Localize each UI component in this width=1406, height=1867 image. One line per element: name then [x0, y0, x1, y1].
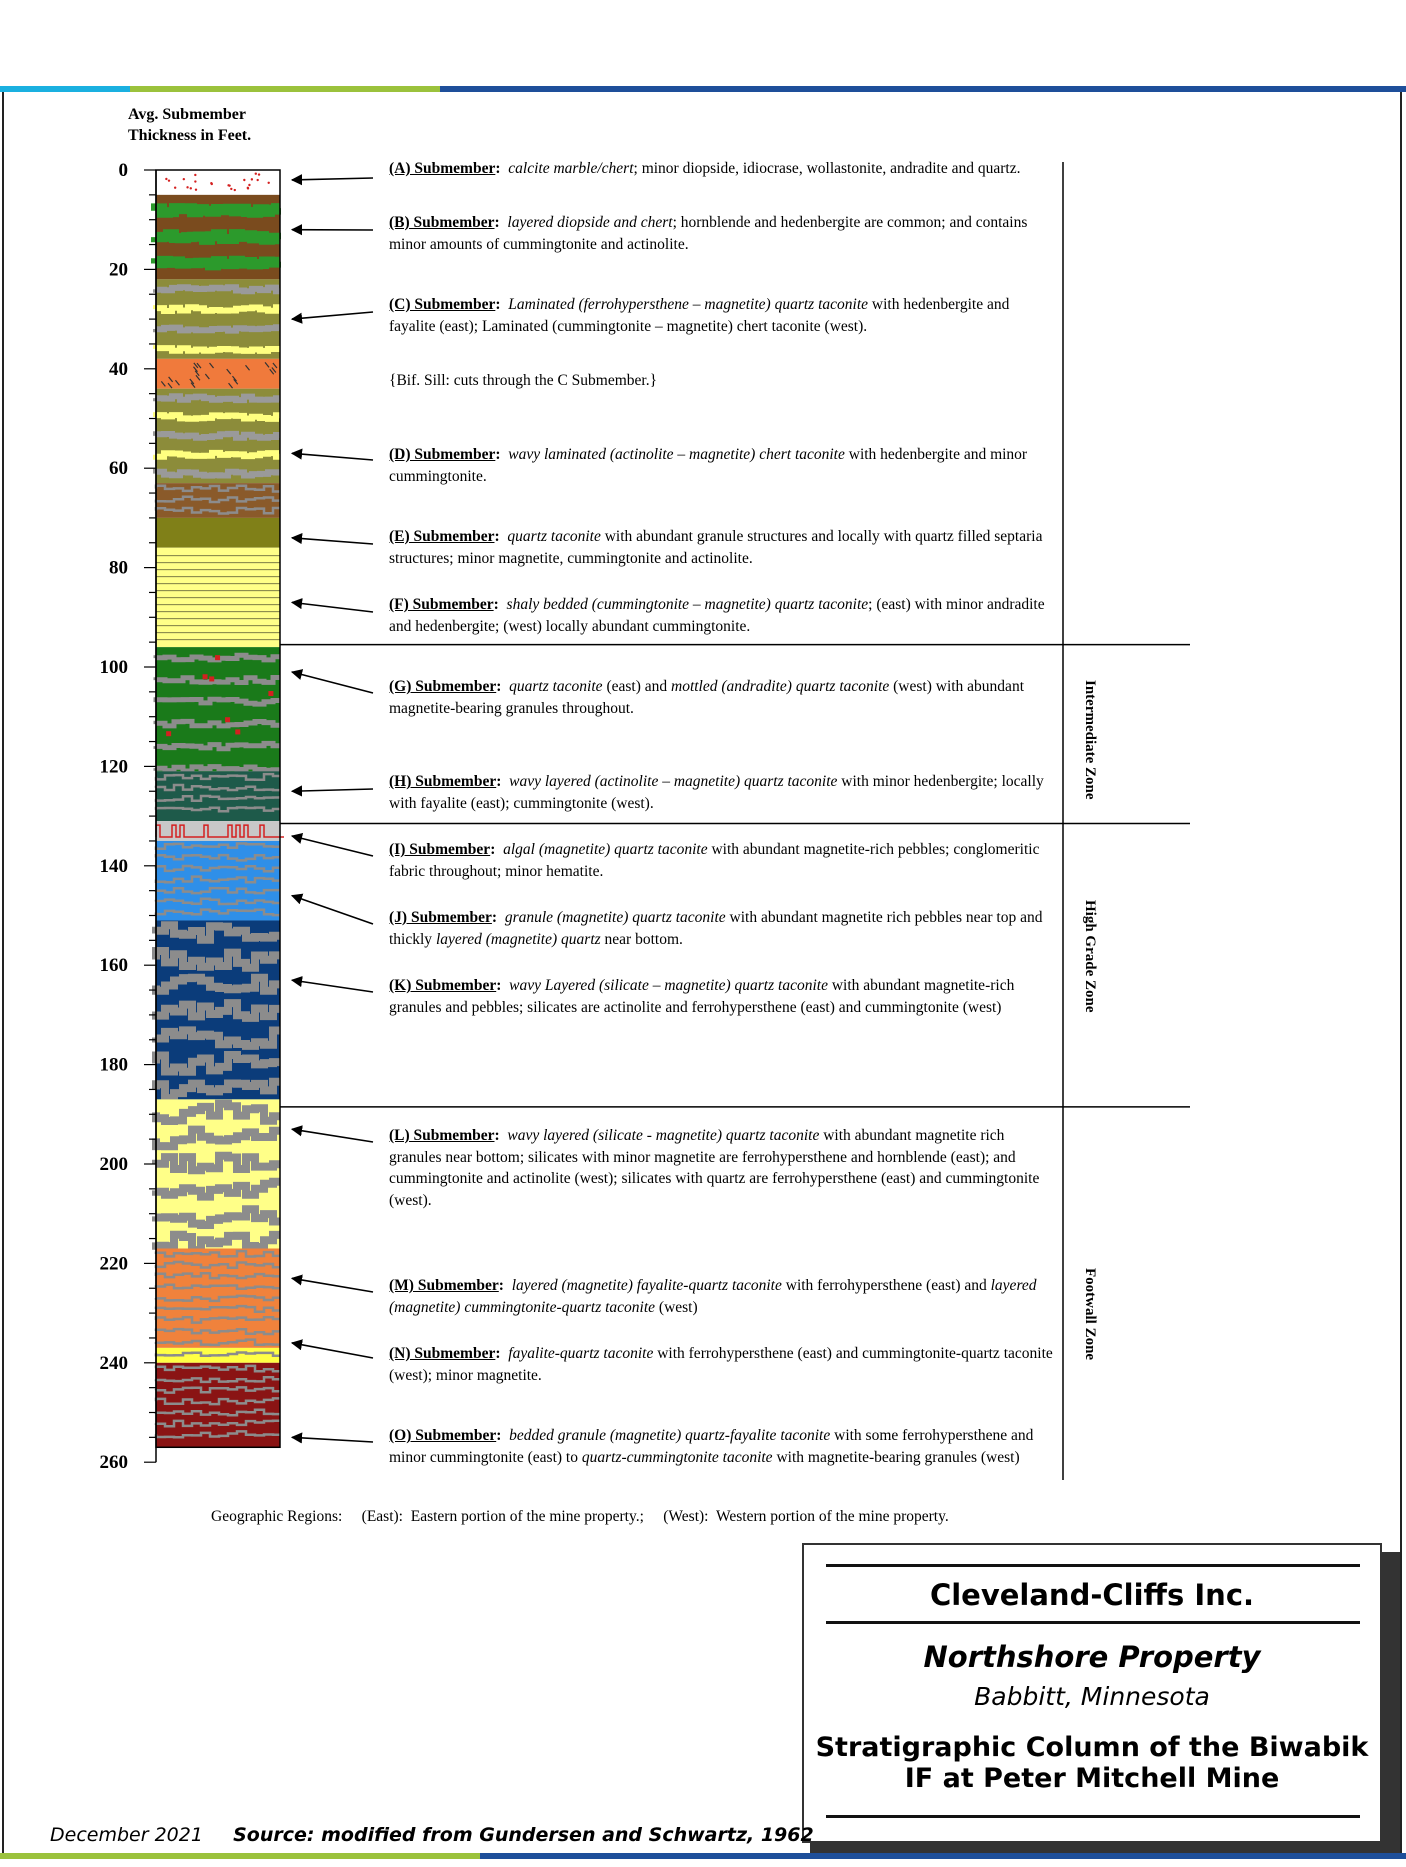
desc-I: (I) Submember: algal (magnetite) quartz taconite with abundant magnetite-rich pebbles; conglomeritic fabric throughout; minor hematite. — [389, 841, 1040, 880]
layer-E — [156, 518, 280, 548]
desc-segment: shaly bedded (cummingtonite – magnetite) quartz taconite — [506, 596, 869, 613]
y-tick-label: 140 — [99, 855, 128, 877]
desc-J: (J) Submember: granule (magnetite) quartz taconite with abundant magnetite rich pebbles near top and thickly layered (magnetite) quartz near bottom. — [389, 909, 1043, 948]
desc-B-title: (B) Submember — [389, 214, 495, 231]
figure-title-line1: Stratigraphic Column of the Biwabik — [815, 1732, 1369, 1763]
zone-label-footwall: Footwall Zone — [1082, 1268, 1098, 1361]
y-tick-label: 180 — [99, 1054, 128, 1076]
layer-band — [156, 234, 280, 240]
desc-B: (B) Submember: layered diopside and chert; hornblende and hedenbergite are common; and contains minor amounts of cummingtonite and actinolite. — [389, 214, 1028, 253]
title-box — [802, 1543, 1382, 1843]
zone-label-high-grade: High Grade Zone — [1082, 900, 1098, 1013]
desc-segment: wavy layered (actinolite – magnetite) quartz taconite — [509, 773, 838, 790]
desc-segment: quartz taconite — [509, 678, 603, 695]
layer-dot — [174, 187, 176, 189]
layer-band — [156, 208, 280, 213]
desc-J-title: (J) Submember — [389, 909, 492, 926]
layer-band — [156, 472, 280, 476]
layer-dot — [203, 674, 208, 679]
figure-title-line2: IF at Peter Mitchell Mine — [904, 1763, 1280, 1794]
y-tick-label: 80 — [109, 557, 128, 579]
desc-segment: (west) — [655, 1298, 698, 1316]
desc-segment: calcite marble/chert — [508, 160, 634, 177]
title-box-rule-bottom — [826, 1815, 1360, 1818]
arrow-pointer — [292, 453, 373, 460]
desc-segment: with some ferrohypersthene and minor cummingtonite (east) to — [389, 1427, 1034, 1466]
layer-dot — [186, 186, 188, 188]
desc-H-title: (H) Submember — [389, 773, 497, 790]
desc-D: (D) Submember: wavy laminated (actinolite – magnetite) chert taconite with hedenbergite and minor cummingtonite. — [389, 446, 1028, 485]
desc-segment: wavy laminated (actinolite – magnetite) chert taconite — [508, 446, 845, 463]
desc-E-title: (E) Submember — [389, 528, 495, 545]
bottom-accent-bar — [0, 1853, 1406, 1859]
desc-M-title: (M) Submember — [389, 1277, 499, 1294]
desc-K-title: (K) Submember — [389, 977, 497, 994]
desc-G-title: (G) Submember — [389, 678, 497, 695]
desc-segment: quartz taconite — [507, 528, 601, 545]
desc-N-title: (N) Submember — [389, 1345, 496, 1362]
layer-dot — [268, 691, 273, 696]
desc-C-title: (C) Submember — [389, 296, 496, 313]
footer — [50, 1824, 814, 1846]
layer-dot — [235, 729, 240, 734]
layer-dot — [165, 178, 167, 180]
arrow-pointer — [292, 538, 373, 544]
desc-E: (E) Submember: quartz taconite with abundant granule structures and locally with quartz filled septaria structures; minor magnetite, cummingtonite and actinolite. — [389, 528, 1043, 567]
y-tick-label: 20 — [109, 259, 128, 281]
layer-dot — [168, 179, 170, 181]
layer-dot — [268, 182, 270, 184]
desc-segment: wavy layered (silicate - magnetite) quartz taconite — [507, 1127, 820, 1144]
desc-N: (N) Submember: fayalite-quartz taconite with ferrohypersthene (east) and cummingtonite-quartz taconite (west); minor magnetite. — [389, 1345, 1053, 1384]
geographic-regions-note: Geographic Regions: (East): Eastern portion of the mine property.; (West): Western portion of the mine property. — [211, 1508, 949, 1525]
desc-A: (A) Submember: calcite marble/chert; minor diopside, idiocrase, wollastonite, andradite and quartz. — [389, 160, 1021, 177]
desc-I-title: (I) Submember — [389, 841, 491, 858]
y-tick-label: 100 — [99, 657, 128, 678]
title-box-rule-mid — [826, 1621, 1360, 1624]
desc-H: (H) Submember: wavy layered (actinolite – magnetite) quartz taconite with minor hedenbergite; locally with fayalite (east); cummingtonite (west). — [389, 773, 1044, 812]
desc-segment: quartz-cummingtonite taconite — [581, 1448, 773, 1466]
layer-dot — [228, 184, 230, 186]
y-tick-label: 0 — [118, 160, 128, 181]
layer-dot — [190, 187, 192, 189]
layer-dot — [194, 174, 196, 176]
y-tick-label: 200 — [99, 1154, 128, 1175]
layer-dot — [251, 178, 253, 180]
layer-dot — [234, 189, 236, 191]
desc-A-text — [508, 160, 1020, 177]
title-box-rule-top — [826, 1564, 1360, 1567]
y-axis-heading-line1: Avg. Submember — [128, 106, 246, 123]
property-name: Northshore Property — [923, 1640, 1261, 1674]
property-location: Babbitt, Minnesota — [974, 1682, 1210, 1711]
desc-segment: with abundant magnetite-rich granules and pebbles; silicates are actinolite and ferrohypersthene (east) and cummingtonite (west) — [389, 977, 1015, 1016]
sill-note: {Bif. Sill: cuts through the C Submember.} — [389, 372, 658, 389]
figure-title — [804, 1732, 1380, 1794]
footer-source: Source: modified from Gundersen and Schwartz, 1962 — [233, 1824, 814, 1846]
layer-dot — [225, 717, 230, 722]
layer-sill — [156, 359, 280, 389]
desc-segment: mottled (andradite) quartz taconite — [671, 678, 890, 695]
y-tick-label: 40 — [109, 358, 128, 380]
layer-dot — [195, 189, 197, 191]
desc-C: (C) Submember: Laminated (ferrohypersthene – magnetite) quartz taconite with hedenbergite and fayalite (east); Laminated (cummingtonite – magnetite) chert taconite (west). — [389, 296, 1010, 335]
arrow-pointer — [292, 896, 373, 924]
layer-dot — [255, 173, 257, 175]
footer-date: December 2021 — [50, 1824, 203, 1846]
layer-band — [156, 453, 280, 457]
desc-segment: ; (east) with minor andradite and hedenbergite; (west) locally abundant cummingtonite. — [389, 596, 1045, 635]
layer-band — [156, 767, 280, 771]
desc-segment: with abundant magnetite rich granules near bottom; silicates with minor magnetite are ferrohypersthene and hornblende (east); and cummingtonite and actinolite (west); silicates with quartz are ferrohypersthene (east) and cummingtonite (west). — [389, 1127, 1040, 1209]
desc-segment: near bottom. — [600, 930, 683, 948]
layer-G — [156, 647, 280, 771]
arrow-pointer — [292, 672, 373, 693]
arrow-pointer — [292, 980, 373, 992]
arrow-pointer — [292, 1278, 373, 1292]
layer-band — [156, 327, 280, 330]
layer-band — [156, 261, 280, 266]
desc-segment: ; minor diopside, idiocrase, wollastonite, andradite and quartz. — [633, 160, 1021, 177]
y-tick-label: 120 — [99, 756, 128, 778]
desc-segment: with ferrohypersthene (east) and cummingtonite-quartz taconite (west); minor magnetite. — [389, 1345, 1053, 1384]
desc-D-title: (D) Submember — [389, 446, 496, 463]
desc-M: (M) Submember: layered (magnetite) fayalite-quartz taconite with ferrohypersthene (east) and layered (magnetite) cummingtonite-quartz taconite (west) — [389, 1277, 1037, 1316]
desc-segment: with hedenbergite and minor cummingtonite. — [389, 446, 1028, 485]
desc-segment: fayalite-quartz taconite — [508, 1345, 654, 1362]
arrow-pointer — [292, 178, 373, 180]
layer-dot — [166, 731, 171, 736]
layer-dot — [247, 187, 249, 189]
layer-dot — [230, 188, 232, 190]
desc-segment: Laminated (ferrohypersthene – magnetite) quartz taconite — [508, 296, 869, 313]
desc-segment: granule (magnetite) quartz taconite — [504, 909, 726, 926]
desc-F: (F) Submember: shaly bedded (cummingtonite – magnetite) quartz taconite; (east) with minor andradite and hedenbergite; (west) locally abundant cummingtonite. — [389, 596, 1045, 635]
desc-segment: bedded granule (magnetite) quartz-fayalite taconite — [509, 1427, 831, 1444]
layer-dot — [258, 173, 260, 175]
desc-segment: layered (magnetite) cummingtonite-quartz taconite — [389, 1277, 1037, 1316]
desc-K: (K) Submember: wavy Layered (silicate – magnetite) quartz taconite with abundant magnetite-rich granules and pebbles; silicates are actinolite and ferrohypersthene (east) and cummingtonite (west) — [389, 977, 1015, 1016]
y-tick-label: 60 — [109, 458, 128, 480]
y-axis-heading-line2: Thickness in Feet. — [128, 127, 252, 144]
layer-dot — [243, 179, 245, 181]
layer-dot — [256, 179, 258, 181]
desc-segment: with abundant granule structures and locally with quartz filled septaria structures; minor magnetite, cummingtonite and actinolite. — [389, 528, 1043, 567]
arrow-pointer — [292, 1437, 373, 1442]
desc-segment: wavy Layered (silicate – magnetite) quartz taconite — [509, 977, 828, 994]
desc-segment: layered (magnetite) quartz — [435, 930, 601, 948]
desc-segment: with minor hedenbergite; locally with fayalite (east); cummingtonite (west). — [389, 773, 1044, 812]
layer-band — [156, 415, 280, 419]
layer-band — [156, 743, 280, 748]
desc-A-title: (A) Submember — [389, 160, 496, 177]
desc-L-title: (L) Submember — [389, 1127, 495, 1144]
desc-segment: with ferrohypersthene (east) and — [781, 1277, 991, 1294]
arrow-pointer — [292, 312, 373, 319]
desc-O: (O) Submember: bedded granule (magnetite) quartz-fayalite taconite with some ferrohypersthene and minor cummingtonite (east) to quartz-cummingtonite taconite with magnetite-bearing granules (west) — [389, 1427, 1034, 1466]
desc-segment: ; hornblende and hedenbergite are common; and contains minor amounts of cummingtonite and actinolite. — [389, 214, 1028, 253]
layer-I — [156, 821, 280, 841]
desc-O-title: (O) Submember — [389, 1427, 497, 1444]
layer-dot — [194, 180, 196, 182]
desc-segment: with abundant magnetite rich pebbles near top and thickly — [389, 909, 1043, 948]
desc-segment: layered (magnetite) fayalite-quartz taconite — [511, 1277, 782, 1294]
layer-band — [156, 396, 280, 400]
layer-band — [156, 287, 280, 291]
desc-G: (G) Submember: quartz taconite (east) and mottled (andradite) quartz taconite (west) with abundant magnetite-bearing granules throughout. — [389, 678, 1024, 717]
company-name: Cleveland-Cliffs Inc. — [929, 1578, 1255, 1612]
y-tick-label: 260 — [99, 1452, 128, 1474]
y-tick-label: 240 — [99, 1352, 128, 1374]
desc-segment: with abundant magnetite-rich pebbles; conglomeritic fabric throughout; minor hematite. — [389, 841, 1040, 880]
arrow-pointer — [292, 1343, 373, 1358]
layer-dot — [215, 655, 220, 660]
zone-label-intermediate: Intermediate Zone — [1082, 680, 1098, 800]
arrow-pointer — [292, 1129, 373, 1142]
desc-segment: algal (magnetite) quartz taconite — [503, 841, 708, 858]
layer-band — [156, 348, 280, 351]
desc-segment: with hedenbergite and fayalite (east); Laminated (cummingtonite – magnetite) chert taconite (west). — [389, 296, 1010, 335]
arrow-pointer — [292, 602, 373, 612]
desc-F-title: (F) Submember — [389, 596, 494, 613]
desc-L: (L) Submember: wavy layered (silicate - magnetite) quartz taconite with abundant magnetite rich granules near bottom; silicates with minor magnetite are ferrohypersthene and hornblende (east); and cummingtonite and actinolite (west); silicates with quartz are ferrohypersthene (east) and cummingtonite (west). — [389, 1127, 1040, 1209]
desc-segment: layered diopside and chert — [507, 214, 673, 231]
layer-band — [156, 307, 280, 311]
y-tick-label: 160 — [99, 955, 128, 977]
layer-dot — [248, 184, 250, 186]
layer-dot — [183, 178, 185, 180]
desc-segment: (east) and — [602, 678, 671, 695]
desc-segment: (west) with abundant magnetite-bearing granules throughout. — [389, 678, 1024, 717]
layer-dot — [210, 182, 212, 184]
y-tick-label: 220 — [99, 1253, 128, 1275]
arrow-pointer — [292, 789, 373, 791]
layer-band — [156, 434, 280, 438]
arrow-pointer — [292, 836, 373, 856]
desc-segment: with magnetite-bearing granules (west) — [772, 1448, 1020, 1466]
layer-A — [156, 170, 280, 195]
layer-dot — [209, 676, 214, 681]
